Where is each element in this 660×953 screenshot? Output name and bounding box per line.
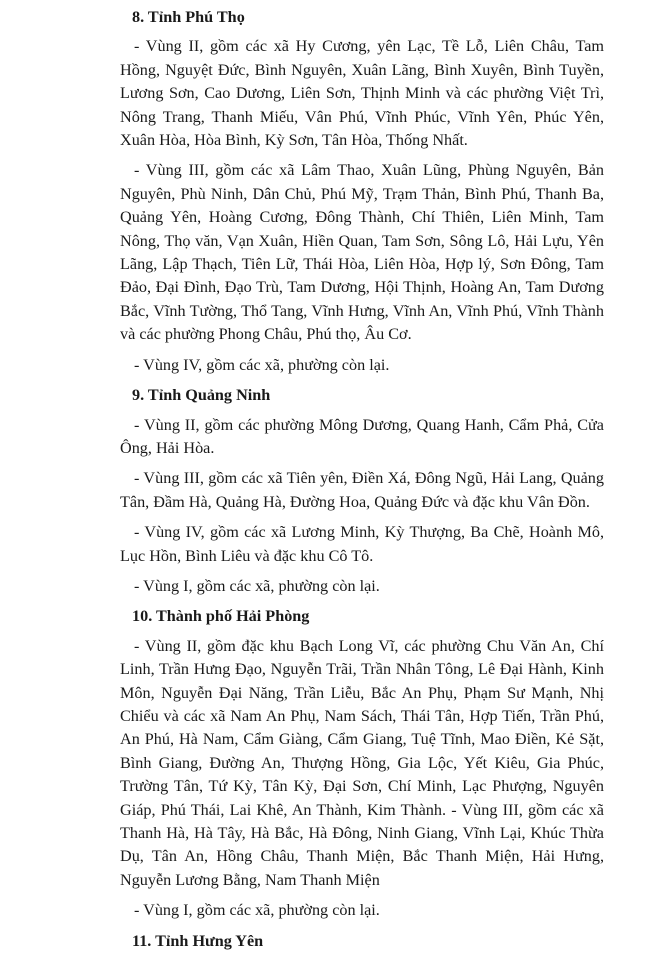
- paragraph: - Vùng II, gồm các phường Mông Dương, Quang Hanh, Cẩm Phả, Cửa Ông, Hải Hòa.: [120, 415, 604, 457]
- section-heading: 11. Tỉnh Hưng Yên: [132, 931, 264, 950]
- section-hai-phong: [120, 605, 604, 922]
- section-heading: 8. Tỉnh Phú Thọ: [132, 8, 245, 26]
- paragraph: - Vùng IV, gồm các xã, phường còn lại.: [134, 355, 390, 374]
- paragraph: - Vùng I, gồm các xã, phường còn lại.: [134, 576, 380, 595]
- paragraph: - Vùng III, gồm các xã Lâm Thao, Xuân Lũng, Phùng Nguyên, Bản Nguyên, Phù Ninh, Dân Chủ, Phú Mỹ, Trạm Thản, Bình Phú, Thanh Ba, Quảng Yên, Hoàng Cương, Đông Thành, Chí Thiên, Liên Minh, Tam Nông, Thọ văn, Vạn Xuân, Hiền Quan, Tam Sơn, Sông Lô, Hải Lựu, Yên Lãng, Lập Thạch, Tiên Lữ, Thái Hòa, Liên Hòa, Hợp lý, Sơn Đông, Tam Đảo, Đại Đình, Đạo Trù, Tam Dương, Hội Thịnh, Hoàng An, Tam Dương Bắc, Vĩnh Tường, Thổ Tang, Vĩnh Hưng, Vĩnh An, Vĩnh Phú, Vĩnh Thành và các phường Phong Châu, Phú thọ, Âu Cơ.: [120, 161, 604, 344]
- paragraph: - Vùng III, gồm các xã Tiên yên, Điền Xá, Đông Ngũ, Hải Lang, Quảng Tân, Đầm Hà, Quảng Hà, Đường Hoa, Quảng Đức và đặc khu Vân Đồn.: [120, 469, 604, 511]
- section-quang-ninh: [120, 384, 604, 598]
- paragraph: - Vùng II, gồm các xã Hy Cương, yên Lạc, Tề Lỗ, Liên Châu, Tam Hồng, Nguyệt Đức, Bình Nguyên, Xuân Lãng, Bình Xuyên, Bình Tuyền, Lương Sơn, Cao Dương, Liên Sơn, Thịnh Minh và các phường Việt Trì, Nông Trang, Thanh Miếu, Vân Phú, Vĩnh Phúc, Vĩnh Yên, Phúc Yên, Xuân Hòa, Hòa Bình, Kỳ Sơn, Tân Hòa, Thống Nhất.: [120, 37, 604, 150]
- section-phu-tho: [120, 6, 604, 377]
- paragraph: - Vùng I, gồm các xã, phường còn lại.: [134, 901, 380, 920]
- paragraph: - Vùng IV, gồm các xã Lương Minh, Kỳ Thượng, Ba Chẽ, Hoành Mô, Lục Hồn, Bình Liêu và đặc khu Cô Tô.: [120, 523, 604, 565]
- section-heading: 10. Thành phố Hải Phòng: [132, 607, 310, 626]
- section-hung-yen: [120, 930, 604, 953]
- section-heading: 9. Tỉnh Quảng Ninh: [132, 386, 271, 405]
- paragraph: - Vùng II, gồm đặc khu Bạch Long Vĩ, các phường Chu Văn An, Chí Linh, Trần Hưng Đạo, Nguyễn Trãi, Trần Nhân Tông, Lê Đại Hành, Kinh Môn, Nguyễn Đại Năng, Trần Liễu, Bắc An Phụ, Phạm Sư Mạnh, Nhị Chiểu và các xã Nam An Phụ, Nam Sách, Thái Tân, Hợp Tiến, Trần Phú, An Phú, Hà Nam, Cẩm Giàng, Cẩm Giang, Tuệ Tĩnh, Mao Điền, Kẻ Sặt, Bình Giang, Đường An, Thượng Hồng, Gia Lộc, Yết Kiêu, Gia Phúc, Trường Tân, Tứ Kỳ, Tân Kỳ, Đại Sơn, Chí Minh, Lạc Phượng, Nguyên Giáp, Phú Thái, Lai Khê, An Thành, Kim Thành. - Vùng III, gồm các xã Thanh Hà, Hà Tây, Hà Bắc, Hà Đông, Ninh Giang, Vĩnh Lại, Khúc Thừa Dụ, Tân An, Hồng Châu, Thanh Miện, Bắc Thanh Miện, Hải Hưng, Nguyễn Lương Bằng, Nam Thanh Miện: [120, 636, 604, 889]
